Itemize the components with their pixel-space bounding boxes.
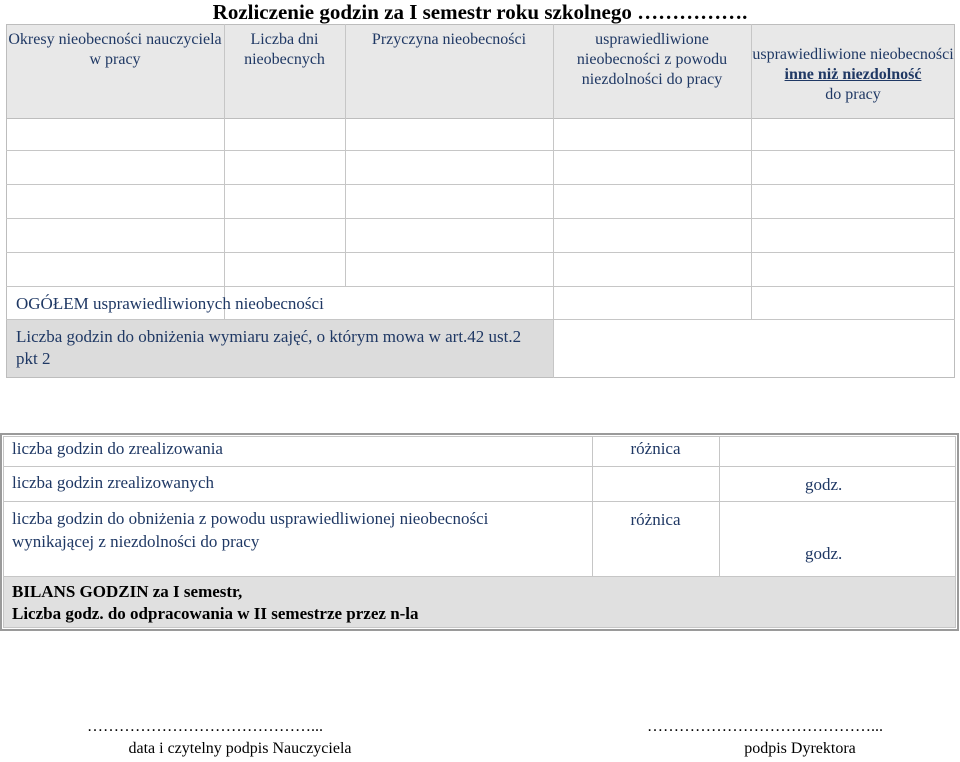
col-divider xyxy=(224,24,225,319)
director-signature-line: ……………………………………... xyxy=(647,718,883,735)
teacher-signature-line: ……………………………………... xyxy=(87,718,323,735)
total-excused-label: OGÓŁEM usprawiedliwionych nieobecności xyxy=(16,294,324,313)
director-signature-label: podpis Dyrektora xyxy=(744,740,856,757)
header-excused-other: usprawiedliwione nieobecności inne niż niezdolność do pracy xyxy=(752,45,954,103)
hours-balance-table xyxy=(0,433,959,631)
row-divider xyxy=(6,184,955,185)
col-divider xyxy=(345,24,346,286)
hours-unit-label: godz. xyxy=(805,475,843,494)
page-title: Rozliczenie godzin za I semestr roku szkolnego ……………. xyxy=(212,0,748,24)
row-divider xyxy=(3,466,956,467)
teacher-signature-label: data i czytelny podpis Nauczyciela xyxy=(128,740,352,757)
hours-to-realize-label: liczba godzin do zrealizowania xyxy=(12,439,223,458)
row-divider xyxy=(6,252,955,253)
reduction-hours-label: Liczba godzin do obniżenia wymiaru zajęć, o którym mowa w art.42 ust.2 pkt 2 xyxy=(16,327,522,368)
absence-table xyxy=(6,24,955,378)
hours-unit-label: godz. xyxy=(805,544,843,563)
header-absence-periods: Okresy nieobecności nauczyciela w pracy xyxy=(8,31,222,68)
difference-label: różnica xyxy=(630,510,681,529)
bilans-title: BILANS GODZIN za I semestr, xyxy=(12,582,243,601)
header-days-absent: Liczba dni nieobecnych xyxy=(244,31,325,68)
header-absence-reason: Przyczyna nieobecności xyxy=(371,31,527,48)
col-divider xyxy=(719,436,720,576)
header-excused-illness: usprawiedliwione nieobecności z powodu niezdolności do pracy xyxy=(576,31,728,88)
difference-label: różnica xyxy=(630,439,681,458)
bilans-subtitle: Liczba godz. do odpracowania w II semestrze przez n-la xyxy=(12,604,419,623)
col-divider xyxy=(751,24,752,319)
hours-realized-label: liczba godzin zrealizowanych xyxy=(12,473,215,492)
row-divider xyxy=(6,150,955,151)
row-divider xyxy=(3,501,956,502)
row-divider xyxy=(6,218,955,219)
col-divider xyxy=(553,24,554,378)
illness-reduction-label: liczba godzin do obniżenia z powodu usprawiedliwionej nieobecności wynikającej z niezdolności do pracy xyxy=(12,509,489,551)
